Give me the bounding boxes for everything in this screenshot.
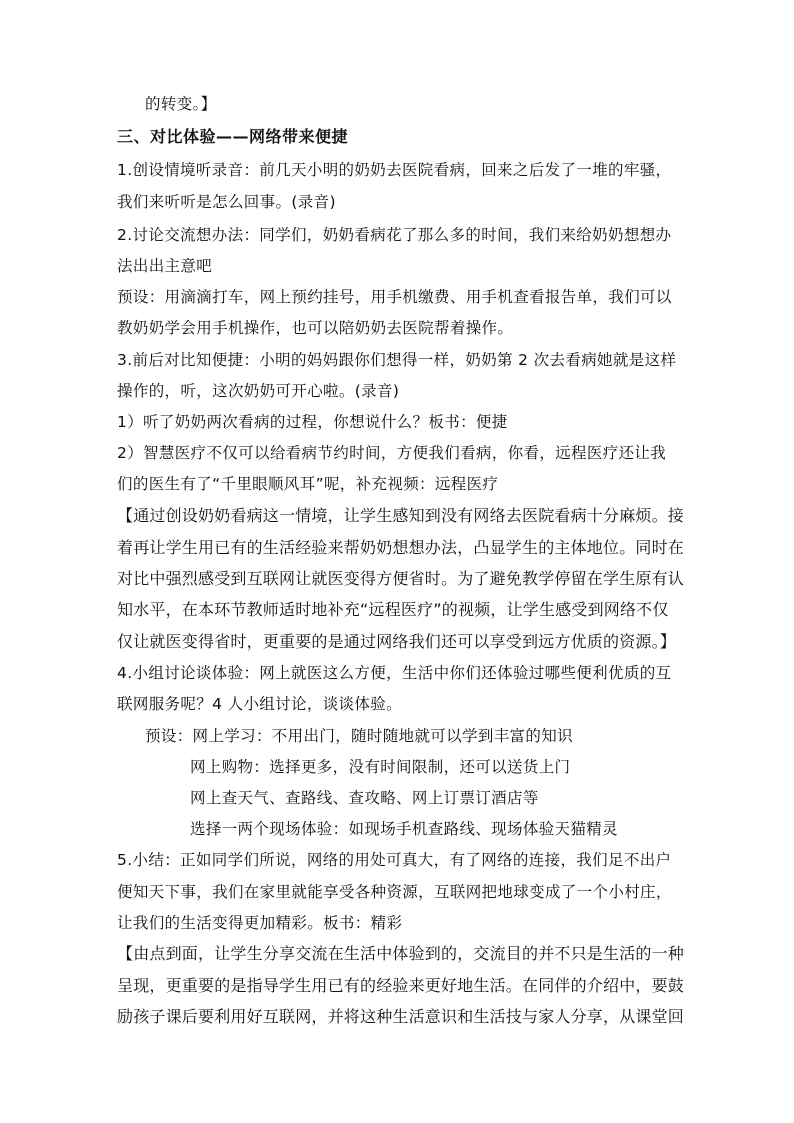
- text-line: 1.创设情境听录音：前几天小明的奶奶去医院看病，回来之后发了一堆的牢骚，: [117, 161, 672, 179]
- comment-line: 【通过创设奶奶看病这一情境，让学生感知到没有网络去医院看病十分麻烦。接: [117, 506, 685, 525]
- text-line: 预设：网上学习：不用出门，随时随地就可以学到丰富的知识: [145, 727, 573, 745]
- comment-line: 【由点到面，让学生分享交流在生活中体验到的，交流目的并不只是生活的一种: [117, 944, 685, 963]
- text-line: 联网服务呢？4 人小组讨论，谈谈体验。: [117, 695, 402, 713]
- text-line: 选择一两个现场体验：如现场手机查路线、现场体验天猫精灵: [190, 820, 618, 838]
- comment-line: 仅让就医变得省时，更重要的是通过网络我们还可以享受到远方优质的资源。】: [117, 632, 677, 651]
- comment-line: 着再让学生用已有的生活经验来帮奶奶想想办法，凸显学生的主体地位。同时在: [117, 538, 685, 557]
- section-heading: 三、对比体验——网络带来便捷: [117, 127, 349, 146]
- text-line: 5.小结：正如同学们所说，网络的用处可真大，有了网络的连接，我们足不出户: [117, 851, 672, 869]
- text-line: 网上查天气、查路线、查攻略、网上订票订酒店等: [190, 789, 539, 807]
- text-line: 4.小组讨论谈体验：网上就医这么方便，生活中你们还体验过哪些便利优质的互: [117, 664, 672, 682]
- text-line: 们的医生有了“千里眼顺风耳”呢，补充视频：远程医疗: [117, 475, 499, 493]
- text-line: 预设：用滴滴打车，网上预约挂号，用手机缴费、用手机查看报告单，我们可以: [117, 288, 672, 306]
- text-line: 我们来听听是怎么回事。(录音): [117, 193, 336, 211]
- text-line: 1）听了奶奶两次看病的过程，你想说什么？板书：便捷: [117, 413, 508, 431]
- comment-line: 呈现，更重要的是指导学生用已有的经验来更好地生活。在同伴的介绍中，要鼓: [117, 976, 685, 995]
- text-line: 2）智慧医疗不仅可以给看病节约时间，方便我们看病，你看，远程医疗还让我: [117, 444, 667, 462]
- text-line: 让我们的生活变得更加精彩。板书：精彩: [117, 914, 403, 932]
- comment-line: 励孩子课后要利用好互联网，并将这种生活意识和生活技与家人分享，从课堂回: [117, 1007, 685, 1026]
- text-line: 法出出主意吧: [117, 257, 213, 275]
- comment-line: 对比中强烈感受到互联网让就医变得方便省时。为了避免教学停留在学生原有认: [117, 569, 685, 588]
- text-line: 便知天下事，我们在家里就能享受各种资源，互联网把地球变成了一个小村庄，: [117, 883, 672, 901]
- text-line: 网上购物：选择更多，没有时间限制，还可以送货上门: [190, 758, 571, 776]
- text-line: 的转变。】: [145, 95, 217, 113]
- text-line: 教奶奶学会用手机操作，也可以陪奶奶去医院帮着操作。: [117, 319, 514, 337]
- text-line: 3.前后对比知便捷：小明的妈妈跟你们想得一样，奶奶第 2 次去看病她就是这样: [117, 351, 677, 369]
- comment-line: 知水平，在本环节教师适时地补充“远程医疗”的视频，让学生感受到网络不仅: [117, 600, 669, 619]
- text-line: 2.讨论交流想办法：同学们，奶奶看病花了那么多的时间，我们来给奶奶想想办: [117, 226, 672, 244]
- text-line: 操作的，听，这次奶奶可开心啦。(录音): [117, 382, 400, 400]
